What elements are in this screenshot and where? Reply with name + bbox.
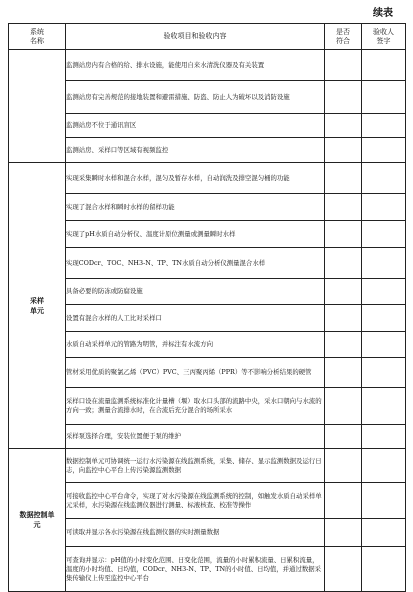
header-conform: 是否 符合 [325, 24, 362, 50]
acceptance-item-text: 实现采集瞬时水样和混合水样，混匀及暂存水样，自动润洗及排空混匀桶的功能 [66, 163, 325, 194]
conform-cell[interactable] [325, 519, 362, 547]
system-name-cell [9, 449, 66, 592]
conform-cell[interactable] [325, 163, 362, 194]
acceptance-item-text: 可查询并显示：pH值的小时变化范围、日变化范围，流量的小时累积流量、日累积流量，温度的小时均值、日均值，CODcr、NH3-N、TP、TN的小时值、日均值，并通过数据采集传输仪上传至监控中心平台 [66, 547, 325, 592]
table-row [9, 138, 406, 163]
conform-cell[interactable] [325, 483, 362, 519]
table-row [9, 305, 406, 332]
table-row [9, 81, 406, 114]
conform-cell[interactable] [325, 221, 362, 248]
acceptance-item-text: 管材采用优质的聚氯乙烯（PVC）PVC、三丙聚丙烯（PPR）等不影响分析结果的硬管 [66, 358, 325, 388]
table-row [9, 519, 406, 547]
signer-cell[interactable] [362, 358, 406, 388]
continued-label: 续表 [373, 8, 393, 19]
acceptance-item-text: 具备必要的防冻或防腐设施 [66, 279, 325, 305]
acceptance-item-text: 采样口设在流量监测系统标准化计量槽（堰）取水口头部的流路中央，采水口朝向与水流的方向一致；测量合流排水时，在合流后充分混合的场所采水 [66, 388, 325, 425]
table-row [9, 332, 406, 358]
table-row [9, 279, 406, 305]
system-name-cell [9, 50, 66, 163]
signer-cell[interactable] [362, 194, 406, 221]
signer-cell[interactable] [362, 388, 406, 425]
table-row [9, 163, 406, 194]
acceptance-item-text: 监测站房、采样口等区域有视频监控 [66, 138, 325, 163]
signer-cell[interactable] [362, 332, 406, 358]
conform-cell[interactable] [325, 358, 362, 388]
signer-cell[interactable] [362, 279, 406, 305]
table-body [9, 50, 406, 592]
conform-cell[interactable] [325, 332, 362, 358]
conform-cell[interactable] [325, 425, 362, 449]
table-header-row [9, 24, 406, 50]
table-row [9, 547, 406, 592]
acceptance-item-text: 可读取并显示各水污染源在线监测仪器的实时测量数据 [66, 519, 325, 547]
signer-cell[interactable] [362, 547, 406, 592]
acceptance-item-text: 可接收监控中心平台命令，实现了对水污染源在线监测系统的控制，如触发水质自动采样单元采样，水污染源在线监测仪器进行测量、标液核查、校准等操作 [66, 483, 325, 519]
conform-cell[interactable] [325, 194, 362, 221]
table-row [9, 358, 406, 388]
conform-cell[interactable] [325, 114, 362, 138]
system-name-line: 单元 [30, 305, 44, 315]
acceptance-item-text: 监测站房内有合格的给、排水设施，能使用自来水清洗仪器及有关装置 [66, 50, 325, 81]
acceptance-item-text: 水质自动采样单元的管路为明管，并标注有水流方向 [66, 332, 325, 358]
signer-cell[interactable] [362, 425, 406, 449]
acceptance-item-text: 采样泵选择合理，安装位置便于泵的维护 [66, 425, 325, 449]
header-signer: 验收人 签字 [362, 24, 406, 50]
signer-cell[interactable] [362, 81, 406, 114]
acceptance-item-text: 设置有混合水样的人工比对采样口 [66, 305, 325, 332]
signer-cell[interactable] [362, 50, 406, 81]
signer-cell[interactable] [362, 163, 406, 194]
acceptance-item-text: 实现了混合水样和瞬时水样的留样功能 [66, 194, 325, 221]
signer-cell[interactable] [362, 138, 406, 163]
header-system-name: 系统 名称 [9, 24, 66, 50]
table-row [9, 425, 406, 449]
table-row [9, 50, 406, 81]
table-row [9, 221, 406, 248]
conform-cell[interactable] [325, 248, 362, 279]
system-name-cell [9, 163, 66, 449]
conform-cell[interactable] [325, 449, 362, 483]
signer-cell[interactable] [362, 248, 406, 279]
acceptance-item-text: 实现了pH水质自动分析仪、温度计原位测量或测量瞬时水样 [66, 221, 325, 248]
conform-cell[interactable] [325, 547, 362, 592]
signer-cell[interactable] [362, 305, 406, 332]
system-name-line: 元 [33, 520, 41, 529]
table-row [9, 248, 406, 279]
conform-cell[interactable] [325, 305, 362, 332]
conform-cell[interactable] [325, 388, 362, 425]
conform-cell[interactable] [325, 279, 362, 305]
table-row [9, 388, 406, 425]
acceptance-item-text: 实现CODcr、TOC、NH3-N、TP、TN水质自动分析仪测量混合水样 [66, 248, 325, 279]
conform-cell[interactable] [325, 138, 362, 163]
acceptance-item-text: 数据控制单元可协调统一运行水污染源在线监测系统，采集、储存、显示监测数据及运行日志，向监控中心平台上传污染源监测数据 [66, 449, 325, 483]
table-row [9, 194, 406, 221]
acceptance-item-text: 监测站房不位于通讯盲区 [66, 114, 325, 138]
system-name-line: 数据控制单 [19, 510, 55, 519]
table-row [9, 449, 406, 483]
table-row [9, 483, 406, 519]
signer-cell[interactable] [362, 449, 406, 483]
table-row [9, 114, 406, 138]
header-content: 验收项目和验收内容 [66, 24, 325, 50]
system-name-line: 采样 [30, 295, 44, 305]
signer-cell[interactable] [362, 221, 406, 248]
conform-cell[interactable] [325, 81, 362, 114]
signer-cell[interactable] [362, 114, 406, 138]
signer-cell[interactable] [362, 519, 406, 547]
conform-cell[interactable] [325, 50, 362, 81]
signer-cell[interactable] [362, 483, 406, 519]
acceptance-item-text: 监测站房有完善规范的接地装置和避雷措施、防盗、防止人为破坏以及消防设施 [66, 81, 325, 114]
acceptance-table [8, 23, 406, 592]
